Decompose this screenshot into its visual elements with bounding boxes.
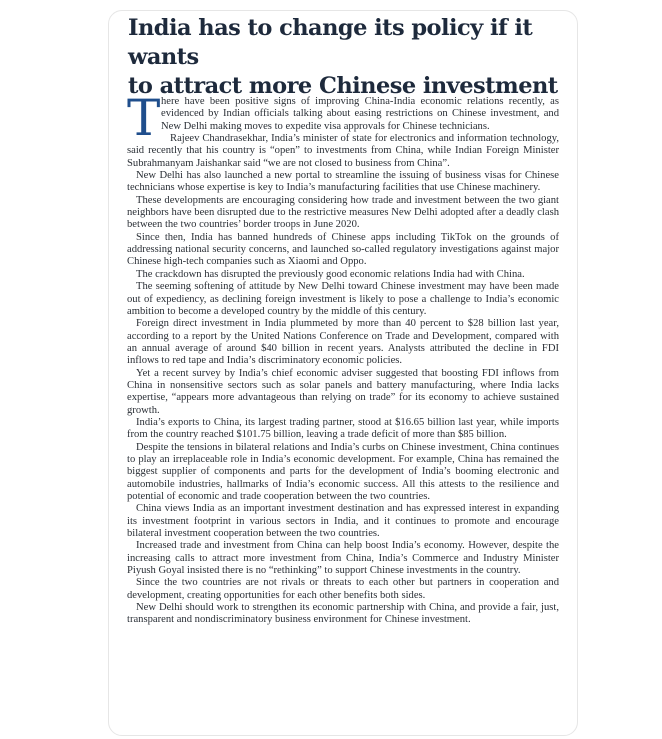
paragraph-13: Increased trade and investment from China can help boost India’s economy. However, despite the increasing calls to attract more investment from China, India’s Commerce and Industry Minister Piyush Goyal insisted there is no “rethinking” to support Chinese investments in the country. [127, 540, 559, 577]
headline-line-2: to attract more Chinese investment [128, 73, 558, 99]
article-body [127, 89, 559, 627]
paragraph-4: These developments are encouraging considering how trade and investment between the two giant neighbors have been disrupted due to the restrictive measures New Delhi adopted after a deadly clash between the two countries’ border troops in June 2020. [127, 194, 559, 231]
paragraph-7: The seeming softening of attitude by New Delhi toward Chinese investment may have been made out of expediency, as declining foreign investment is likely to pose a challenge to India’s economic ambition to become a developed country by the middle of this century. [127, 281, 559, 317]
paragraph-11: Despite the tensions in bilateral relations and India’s curbs on Chinese investment, China continues to play an irreplaceable role in India’s economic development. For example, China has remained the biggest supplier of components and parts for the development of India’s booming electronic and automobile industries, hallmarks of India’s economic success. All this attests to the resilience and potential of economic and trade cooperation between the two countries. [127, 441, 559, 502]
paragraph-12: China views India as an important investment destination and has expressed interest in expanding its investment footprint in various sectors in India, and it continues to promote and encourage bilateral investment cooperation between the two countries. [127, 503, 559, 540]
paragraph-15: New Delhi should work to strengthen its economic partnership with China, and provide a fair, just, transparent and nondiscriminatory business environment for Chinese investment. [127, 602, 559, 626]
paragraph-1-text: here have been positive signs of improving China-India economic relations recently, as evidenced by Indian officials talking about easing restrictions on Chinese investment, and New Delhi making moves to expedite visa approvals for Chinese technicians. [161, 96, 559, 132]
article-headline [128, 14, 568, 101]
paragraph-1 [127, 89, 559, 147]
paragraph-9: Yet a recent survey by India’s chief economic adviser suggested that boosting FDI inflows from China in nonsensitive sectors such as solar panels and battery manufacturing, where India lacks expertise, “appears more advantageous than relying on trade” for its economy to achieve sustained growth. [127, 367, 559, 416]
paragraph-8: Foreign direct investment in India plummeted by more than 40 percent to $28 billion last year, according to a report by the United Nations Conference on Trade and Development, compared with an annual average of around $40 billion in recent years. Analysts attributed the decline in FDI inflows to red tape and India’s discriminatory economic policies. [127, 318, 559, 367]
paragraph-10: India’s exports to China, its largest trading partner, stood at $16.65 billion last year, while imports from the country reached $101.75 billion, leaving a trade deficit of more than $85 billion. [127, 416, 559, 441]
drop-cap: T [127, 89, 161, 147]
paragraph-3: New Delhi has also launched a new portal to streamline the issuing of business visas for Chinese technicians whose expertise is key to India’s manufacturing facilities that use Chinese machinery. [127, 170, 559, 194]
paragraph-14: Since the two countries are not rivals or threats to each other but partners in cooperation and development, creating opportunities for each other benefits both sides. [127, 577, 559, 601]
paragraph-6: The crackdown has disrupted the previously good economic relations India had with China. [136, 268, 525, 280]
headline-line-1: India has to change its policy if it wants [128, 15, 533, 70]
paragraph-2: Rajeev Chandrasekhar, India’s minister of state for electronics and information technology, said recently that his country is “open” to investments from China, while Indian Foreign Minister Subrahmanyam Jaishankar said “we are not closed to business from China”. [127, 133, 559, 169]
paragraph-5: Since then, India has banned hundreds of Chinese apps including TikTok on the grounds of addressing national security concerns, and launched so-called regulatory investigations against major Chinese high-tech companies such as Xiaomi and Oppo. [127, 231, 559, 268]
